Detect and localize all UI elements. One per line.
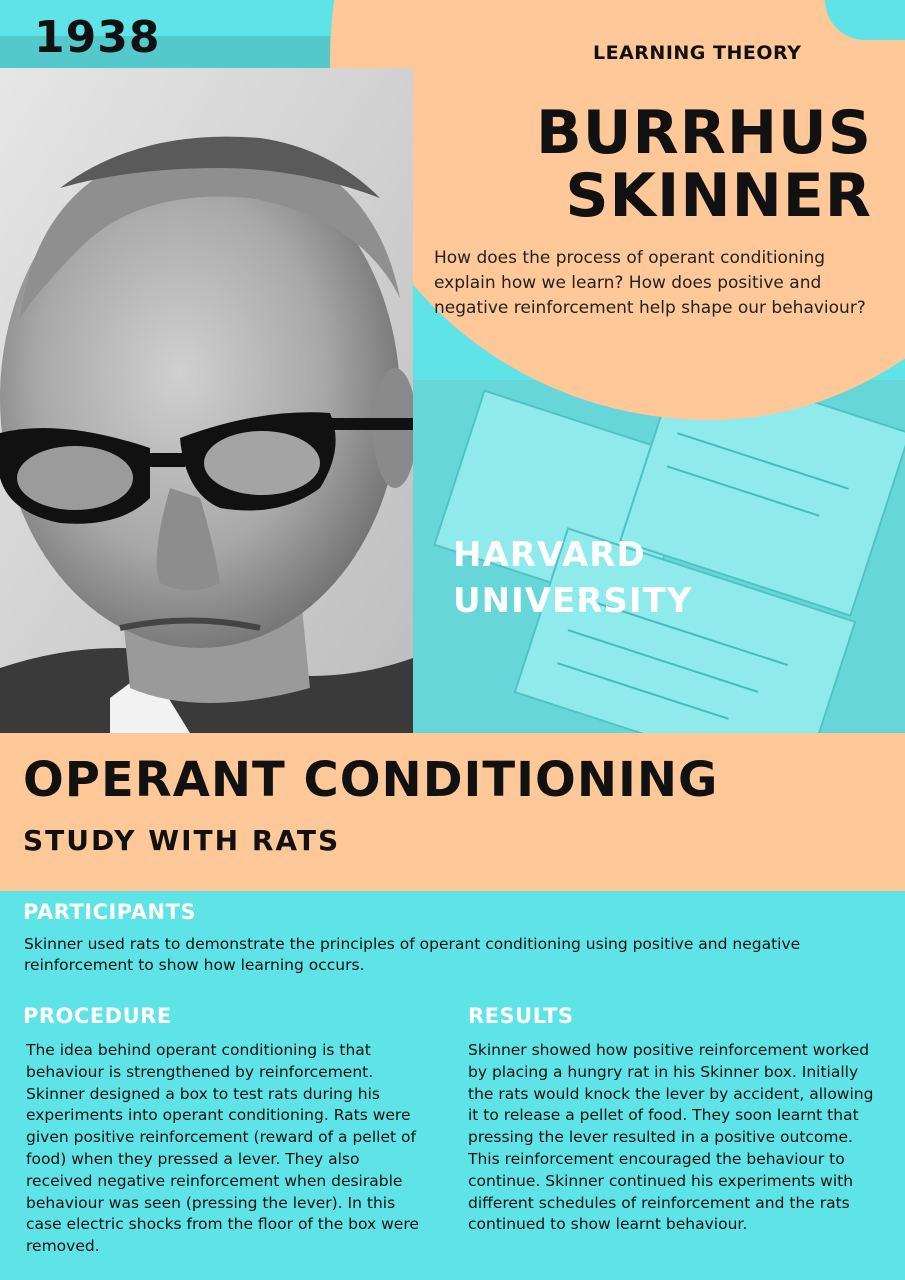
intro-question: How does the process of operant conditioning explain how we learn? How does positive and negative reinforcement help shape our behaviour? [434,248,866,318]
institution-name [453,532,692,624]
name-line-2: SKINNER [565,161,872,231]
portrait-photo [0,68,413,733]
procedure-heading: PROCEDURE [23,1004,172,1028]
portrait-illustration [0,68,413,733]
procedure-text: The idea behind operant conditioning is that behaviour is strengthened by reinforcement. Skinner designed a box to test rats during his experiments into operant conditioning. Rats were given positive reinforcement (reward of a pellet of food) when they pressed a lever. They also received negative reinforcement when desirable behaviour was seen (pressing the lever). In this case electric shocks from the floor of the box were removed. [26,1041,419,1256]
person-name [535,98,872,231]
participants-heading: PARTICIPANTS [23,900,197,924]
year-label: 1938 [34,12,161,63]
results-heading: RESULTS [468,1004,574,1028]
institution-line-1: HARVARD [453,535,646,575]
name-line-1: BURRHUS [535,98,872,168]
main-title: OPERANT CONDITIONING [23,752,719,808]
sub-title: STUDY WITH RATS [23,824,341,857]
results-text: Skinner showed how positive reinforcement worked by placing a hungry rat in his Skinner box. Initially the rats would knock the lever by accident, allowing it to release a pellet of food. They soon learnt that pressing the lever resulted in a positive outcome. This reinforcement encouraged the behaviour to continue. Skinner continued his experiments with different schedules of reinforcement and the rats continued to show learnt behaviour. [468,1041,874,1234]
institution-line-2: UNIVERSITY [453,581,693,621]
participants-text: Skinner used rats to demonstrate the principles of operant conditioning using positive and negative reinforcement to show how learning occurs. [24,935,801,974]
kicker-label: LEARNING THEORY [593,42,802,64]
